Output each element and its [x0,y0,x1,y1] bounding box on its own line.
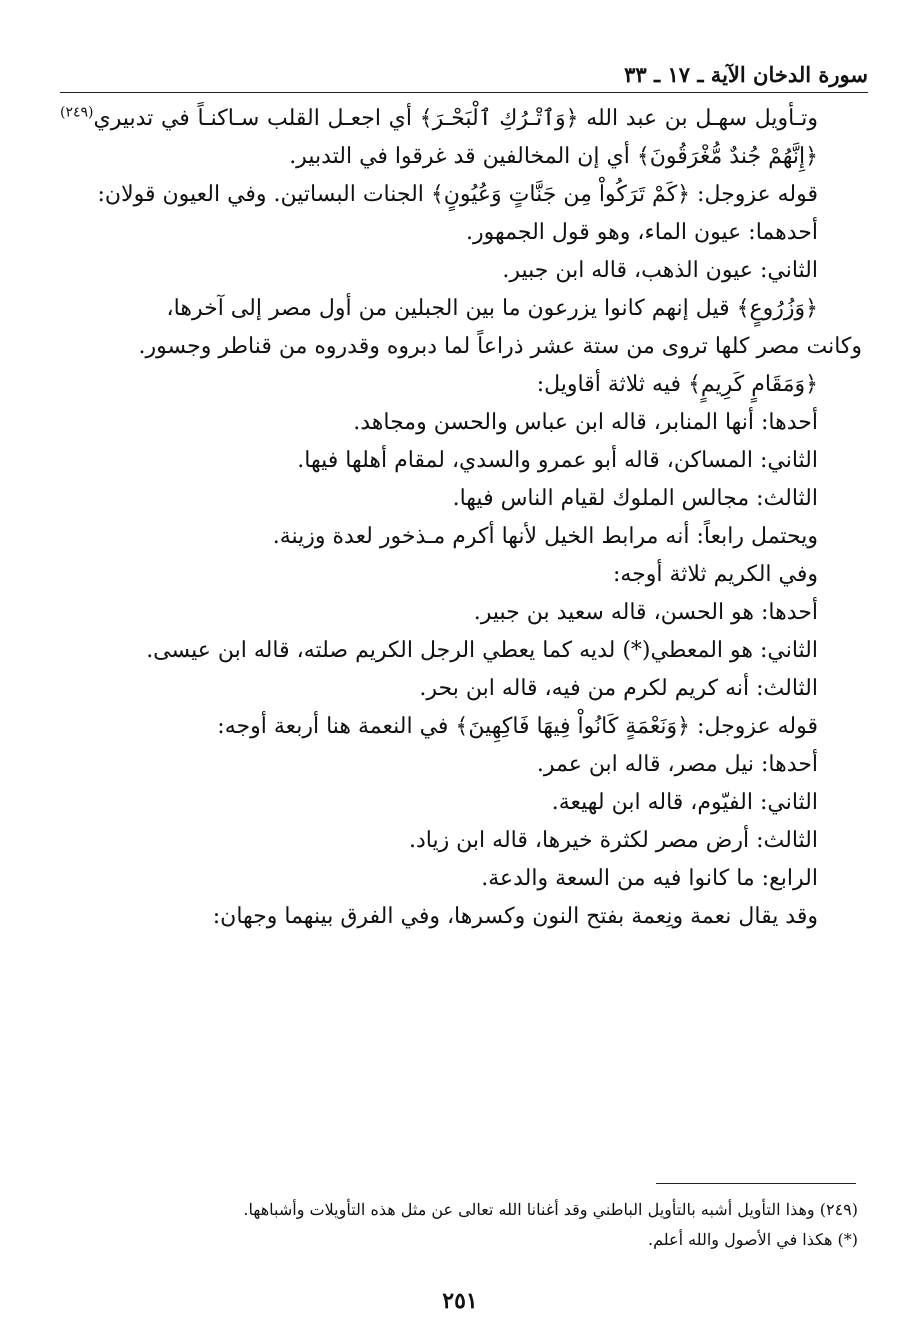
footnote-separator [656,1183,856,1184]
text-line: ﴿وَمَقَامٍ كَرِيمٍ﴾ فيه ثلاثة أقاويل: [536,372,818,397]
text-line: الثاني: المساكن، قاله أبو عمرو والسدي، لمقام أهلها فيها. [297,448,818,473]
header-title: سورة الدخان الآية ـ ١٧ ـ ٣٣ [624,62,868,87]
text-line: ويحتمل رابعاً: أنه مرابط الخيل لأنها أكرم مـذخور لعدة وزينة. [272,524,818,549]
paragraph-sahl-interpretation [60,100,862,176]
text-line: ﴿وَزُرُوعٍ﴾ قيل إنهم كانوا يزرعون ما بين الجبلين من أول مصر إلى آخرها، [166,296,818,321]
text-line: الثاني: عيون الذهب، قاله ابن جبير. [502,258,818,283]
text-line: الثالث: أنه كريم لكرم من فيه، قاله ابن بحر. [419,676,818,701]
text-line: وقد يقال نعمة ونِعمة بفتح النون وكسرها، وفي الفرق بينهما وجهان: [212,904,818,929]
text-line: الرابع: ما كانوا فيه من السعة والدعة. [481,866,818,891]
main-text [60,100,862,936]
text-line: وفي الكريم ثلاثة أوجه: [612,562,818,587]
text-line: أحدهما: عيون الماء، وهو قول الجمهور. [466,220,818,245]
text-line: الثالث: أرض مصر لكثرة خيرها، قاله ابن زياد. [408,828,818,853]
paragraph-tail: ﴿إِنَّهُمْ جُندٌ مُّغْرَقُونَ﴾ أي إن المخالفين قد غرقوا في التدبير. [289,144,818,169]
running-header [60,62,868,93]
text-line: وكانت مصر كلها تروى من ستة عشر ذراعاً لما دبروه وقدروه من قناطر وجسور. [138,334,862,359]
text-line: أحدها: هو الحسن، قاله سعيد بن جبير. [473,600,818,625]
text-line: قوله عزوجل: ﴿وَنَعْمَةٍ كَانُواْ فِيهَا فَاكِهِينَ﴾ في النعمة هنا أربعة أوجه: [217,714,818,739]
footnote-asterisk: (*) هكذا في الأصول والله أعلم. [647,1230,858,1249]
paragraph-gardens-springs: قوله عزوجل: ﴿كَمْ تَرَكُواْ مِن جَنَّاتٍ وَعُيُونٍ﴾ الجنات البساتين. وفي العيون قولان: [97,182,818,207]
footnote-reference: (٢٤٩) [60,104,94,121]
paragraph-text: وتـأويل سهـل بن عبد الله ﴿وَٱتْـرُكِ ٱلْبَحْـرَ﴾ أي اجعـل القلب سـاكنـاً في تدبيري [93,106,818,131]
text-line: أحدها: نيل مصر، قاله ابن عمر. [536,752,818,777]
text-line: الثاني: الفيّوم، قاله ابن لهيعة. [551,790,818,815]
text-line: الثالث: مجالس الملوك لقيام الناس فيها. [452,486,818,511]
text-line: الثاني: هو المعطي(*) لديه كما يعطي الرجل الكريم صلته، قاله ابن عيسى. [146,638,818,663]
footnotes [58,1195,858,1255]
page-number: ٢٥١ [442,1288,478,1314]
footnote-249: (٢٤٩) وهذا التأويل أشبه بالتأويل الباطني وقد أغنانا الله تعالى عن مثل هذه التأويلات وأشباهها. [243,1200,858,1219]
text-line: أحدها: أنها المنابر، قاله ابن عباس والحسن ومجاهد. [353,410,818,435]
